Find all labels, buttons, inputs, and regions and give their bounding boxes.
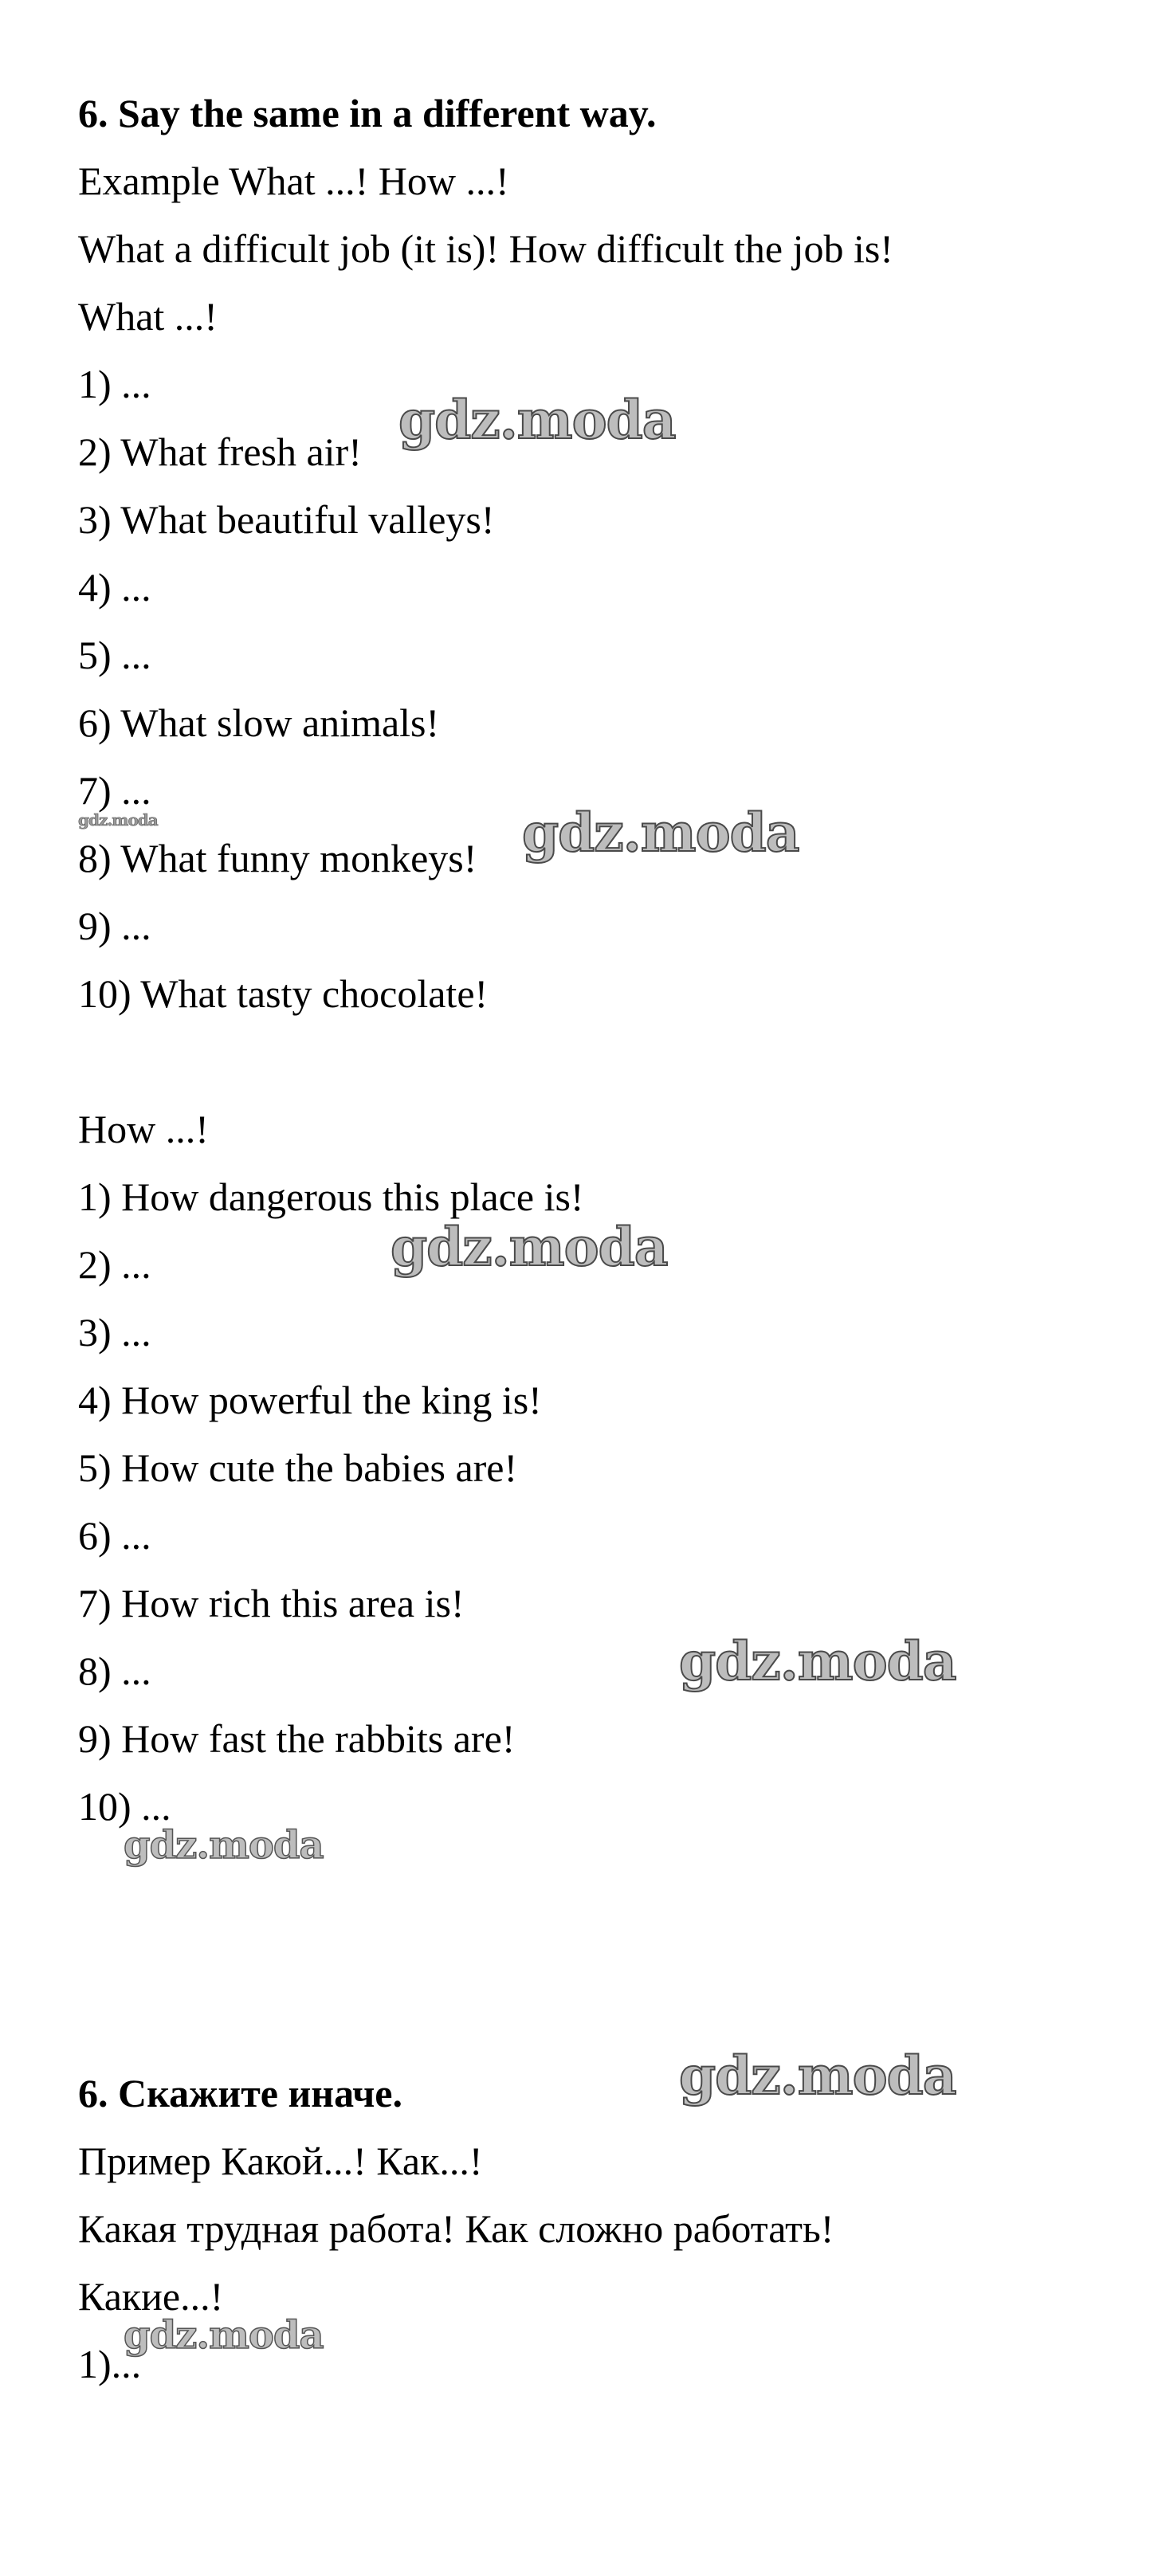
watermark-logo: gdz.moda [679, 2045, 956, 2107]
watermark-logo: gdz.moda [124, 1823, 324, 1868]
what-item-1: 1) ... [78, 362, 151, 406]
how-item-6: 6) ... [78, 1513, 151, 1558]
example-line: Example What ...! How ...! [78, 159, 509, 203]
what-item-4: 4) ... [78, 565, 151, 610]
section-kakie-heading: Какие...! [78, 2274, 224, 2319]
how-item-4: 4) How powerful the king is! [78, 1378, 542, 1422]
example-sentence-ru: Какая трудная работа! Как сложно работать! [78, 2206, 834, 2251]
watermark-logo: gdz.moda [679, 1630, 956, 1692]
section-how-heading: How ...! [78, 1107, 209, 1151]
how-item-7: 7) How rich this area is! [78, 1581, 465, 1625]
watermark-logo: gdz.moda [391, 1216, 668, 1278]
what-item-5: 5) ... [78, 633, 151, 677]
what-item-6: 6) What slow animals! [78, 700, 440, 745]
watermark-logo: gdz.moda [398, 389, 676, 451]
exercise-heading-ru: 6. Скажите иначе. [78, 2071, 402, 2115]
how-item-8: 8) ... [78, 1649, 151, 1693]
how-item-10: 10) ... [78, 1784, 171, 1829]
how-item-2: 2) ... [78, 1242, 151, 1287]
exercise-heading-en: 6. Say the same in a different way. [78, 91, 657, 135]
what-item-8: 8) What funny monkeys! [78, 836, 477, 880]
what-item-10: 10) What tasty chocolate! [78, 971, 489, 1016]
how-item-1: 1) How dangerous this place is! [78, 1174, 584, 1219]
what-item-7: 7) ... [78, 768, 151, 813]
example-sentence: What a difficult job (it is)! How difficult the job is! [78, 226, 893, 271]
what-item-9: 9) ... [78, 904, 151, 948]
what-item-3: 3) What beautiful valleys! [78, 497, 495, 542]
how-item-3: 3) ... [78, 1310, 151, 1355]
how-item-9: 9) How fast the rabbits are! [78, 1716, 516, 1761]
watermark-logo: gdz.moda [522, 802, 799, 864]
watermark-logo: gdz.moda [124, 2313, 324, 2358]
watermark-logo: gdz.moda [78, 810, 158, 829]
ru-item-1: 1)... [78, 2342, 142, 2386]
what-item-2: 2) What fresh air! [78, 429, 362, 474]
section-what-heading: What ...! [78, 294, 218, 339]
example-line-ru: Пример Какой...! Как...! [78, 2139, 483, 2183]
how-item-5: 5) How cute the babies are! [78, 1445, 518, 1490]
